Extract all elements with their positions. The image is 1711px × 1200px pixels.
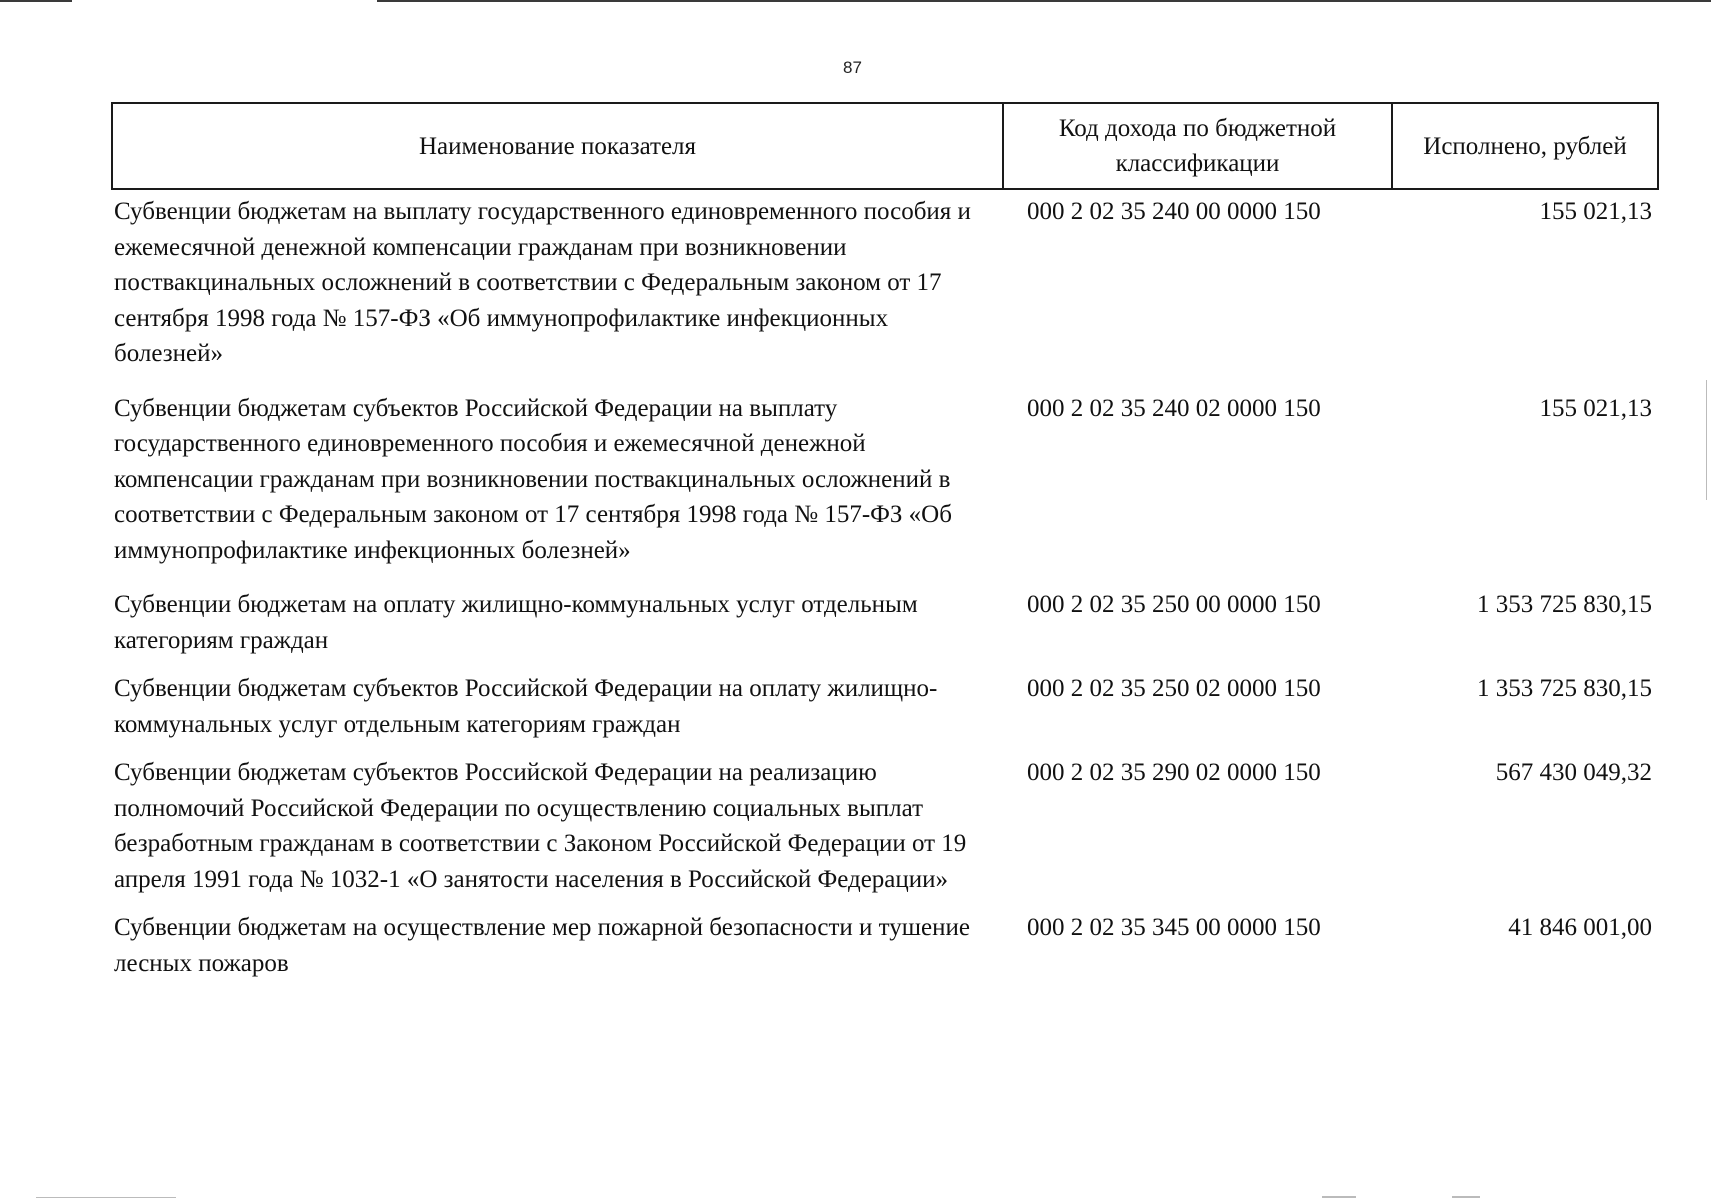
row-amount: 155 021,13: [1539, 394, 1652, 422]
header-code: Код дохода по бюджетной классификации: [1003, 103, 1392, 189]
row-amount: 41 846 001,00: [1508, 914, 1652, 941]
row-amount: 1 353 725 830,15: [1477, 675, 1652, 702]
table-row: [112, 189, 1658, 391]
revenue-table: [111, 102, 1659, 981]
table-body: [112, 189, 1658, 981]
row-name: Субвенции бюджетам субъектов Российской Федерации на реализацию полномочий Российской Федерации по осуществлению социальных выплат безработным гражданам в соответствии с Законом Российской Федерации от 19 апреля 1991 года № 1032-1 «О занятости населения в Российской Федерации»: [114, 759, 967, 893]
row-code: 000 2 02 35 240 00 0000 150: [1027, 198, 1321, 225]
scan-speck: [1706, 380, 1707, 500]
table-row: [112, 391, 1658, 588]
row-amount: 155 021,13: [1539, 198, 1652, 225]
scan-border-gap: [72, 0, 377, 3]
row-code: 000 2 02 35 345 00 0000 150: [1027, 914, 1321, 941]
page-number: 87: [843, 58, 862, 77]
table-header: [112, 103, 1658, 189]
table-row: [112, 755, 1658, 910]
row-name: Субвенции бюджетам на осуществление мер пожарной безопасности и тушение лесных пожаров: [114, 914, 970, 977]
row-name: Субвенции бюджетам субъектов Российской Федерации на оплату жилищно-коммунальных услуг отдельным категориям граждан: [114, 675, 938, 738]
header-row: [112, 103, 1658, 189]
scan-speck: [36, 1197, 176, 1198]
row-name: Субвенции бюджетам субъектов Российской Федерации на выплату государственного единовременного пособия и ежемесячной денежной компенсации гражданам при возникновении поствакцинальных осложнений в соответствии с Федеральным законом от 17 сентября 1998 года № 157-ФЗ «Об иммунопрофилактике инфекционных болезней»: [114, 394, 952, 564]
scan-speck: [1322, 1196, 1356, 1198]
row-code: 000 2 02 35 290 02 0000 150: [1027, 759, 1321, 786]
row-code: 000 2 02 35 250 00 0000 150: [1027, 591, 1321, 618]
header-name: Наименование показателя: [112, 103, 1003, 189]
table-row: [112, 671, 1658, 755]
row-name: Субвенции бюджетам на выплату государственного единовременного пособия и ежемесячной денежной компенсации гражданам при возникновении поствакцинальных осложнений в соответствии с Федеральным законом от 17 сентября 1998 года № 157-ФЗ «Об иммунопрофилактике инфекционных болезней»: [114, 198, 971, 367]
scan-speck: [1452, 1196, 1480, 1198]
row-code: 000 2 02 35 240 02 0000 150: [1027, 394, 1321, 422]
row-amount: 1 353 725 830,15: [1477, 591, 1652, 618]
header-amount: Исполнено, рублей: [1392, 103, 1658, 189]
table-row: [112, 910, 1658, 981]
row-code: 000 2 02 35 250 02 0000 150: [1027, 675, 1321, 702]
table-row: [112, 587, 1658, 671]
row-name: Субвенции бюджетам на оплату жилищно-коммунальных услуг отдельным категориям граждан: [114, 591, 918, 654]
row-amount: 567 430 049,32: [1495, 759, 1652, 786]
